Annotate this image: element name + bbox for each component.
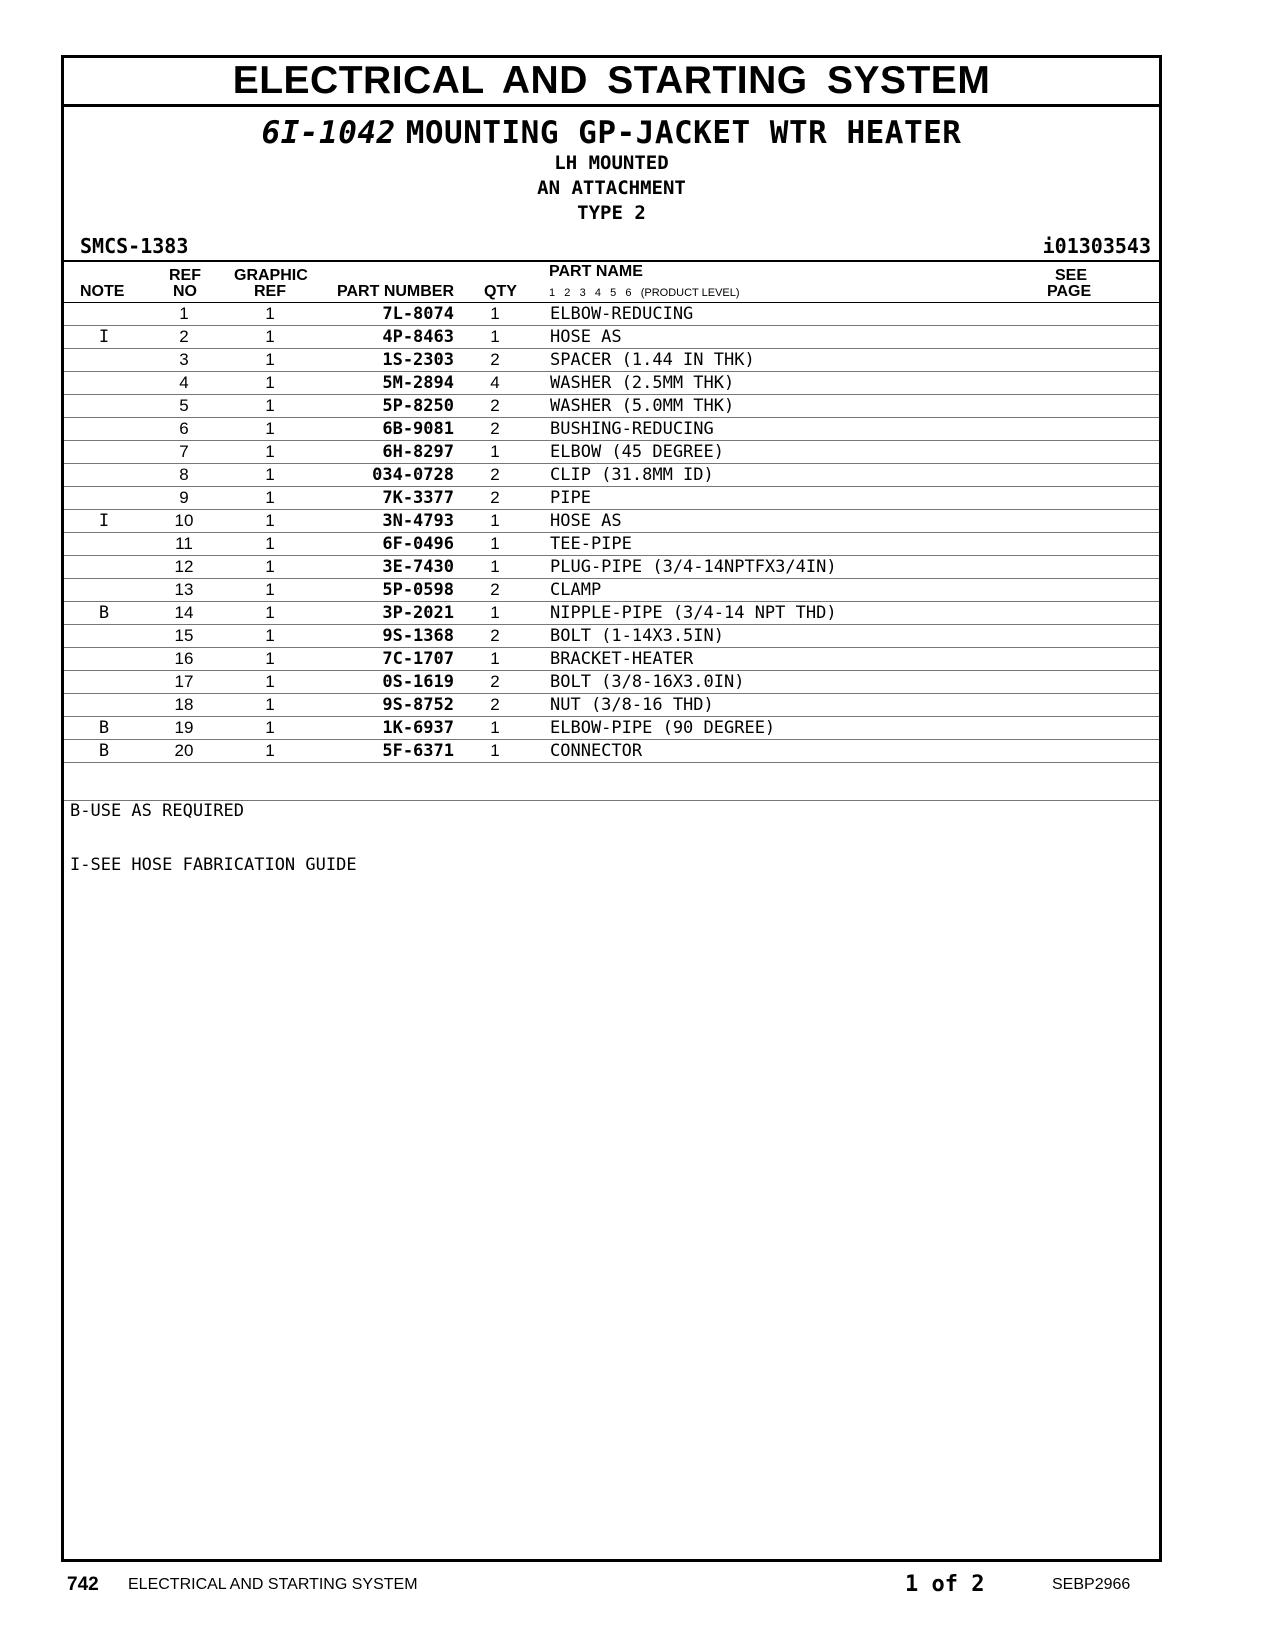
cell-note (64, 648, 144, 671)
cell-note: B (64, 740, 144, 763)
cell-qty: 1 (460, 303, 530, 326)
cell-part-number: 6F-0496 (316, 533, 460, 556)
notes-block (64, 763, 1159, 875)
cell-graphic-ref: 1 (224, 326, 316, 349)
cell-qty: 2 (460, 487, 530, 510)
column-headers (64, 262, 1159, 303)
header-qty: QTY (484, 283, 517, 300)
cell-graphic-ref: 1 (224, 533, 316, 556)
note-b: B-USE AS REQUIRED (70, 801, 244, 821)
cell-part-name: BRACKET-HEATER (530, 648, 1159, 671)
cell-note (64, 671, 144, 694)
table-row (64, 533, 1159, 556)
cell-ref-no: 15 (144, 625, 224, 648)
cell-note (64, 487, 144, 510)
table-row (64, 556, 1159, 579)
cell-part-name: CONNECTOR (530, 740, 1159, 763)
header-part-name: PART NAME (549, 263, 643, 280)
cell-part-number: 7L-8074 (316, 303, 460, 326)
cell-qty: 2 (460, 625, 530, 648)
cell-qty: 1 (460, 533, 530, 556)
footer-page-of: 1 of 2 (905, 1572, 985, 1597)
cell-graphic-ref: 1 (224, 395, 316, 418)
header-ref-top: REF (169, 267, 201, 284)
cell-qty: 1 (460, 556, 530, 579)
cell-part-number: 9S-8752 (316, 694, 460, 717)
cell-part-number: 6H-8297 (316, 441, 460, 464)
cell-note (64, 418, 144, 441)
cell-part-name: HOSE AS (530, 510, 1159, 533)
cell-qty: 1 (460, 326, 530, 349)
cell-ref-no: 2 (144, 326, 224, 349)
cell-part-name: ELBOW (45 DEGREE) (530, 441, 1159, 464)
cell-graphic-ref: 1 (224, 671, 316, 694)
cell-ref-no: 13 (144, 579, 224, 602)
header-product-level: 1 2 3 4 5 6 (PRODUCT LEVEL) (549, 287, 740, 299)
header-see-top: SEE (1055, 267, 1088, 284)
cell-note (64, 464, 144, 487)
cell-ref-no: 11 (144, 533, 224, 556)
cell-note (64, 533, 144, 556)
cell-qty: 2 (460, 464, 530, 487)
cell-part-number: 3P-2021 (316, 602, 460, 625)
cell-ref-no: 1 (144, 303, 224, 326)
group-heading (64, 115, 1159, 151)
cell-part-name: WASHER (5.0MM THK) (530, 395, 1159, 418)
footer-section: ELECTRICAL AND STARTING SYSTEM (128, 1576, 418, 1593)
cell-part-number: 5P-0598 (316, 579, 460, 602)
cell-graphic-ref: 1 (224, 648, 316, 671)
smcs-row (64, 234, 1159, 260)
table-row (64, 510, 1159, 533)
cell-ref-no: 19 (144, 717, 224, 740)
cell-graphic-ref: 1 (224, 717, 316, 740)
header-ref-bottom: NO (173, 283, 197, 300)
header-graphic-top: GRAPHIC (234, 267, 308, 284)
cell-qty: 1 (460, 740, 530, 763)
header-graphic-bottom: REF (254, 283, 286, 300)
table-row (64, 464, 1159, 487)
table-row (64, 303, 1159, 326)
cell-note (64, 556, 144, 579)
cell-part-name: BOLT (1-14X3.5IN) (530, 625, 1159, 648)
cell-part-number: 3E-7430 (316, 556, 460, 579)
cell-part-number: 4P-8463 (316, 326, 460, 349)
note-i: I-SEE HOSE FABRICATION GUIDE (70, 855, 357, 875)
cell-part-name: PLUG-PIPE (3/4-14NPTFX3/4IN) (530, 556, 1159, 579)
cell-note (64, 303, 144, 326)
cell-part-number: 5F-6371 (316, 740, 460, 763)
footer-document: SEBP2966 (1052, 1576, 1131, 1593)
cell-graphic-ref: 1 (224, 418, 316, 441)
cell-graphic-ref: 1 (224, 487, 316, 510)
cell-part-number: 5M-2894 (316, 372, 460, 395)
cell-qty: 2 (460, 349, 530, 372)
cell-part-name: CLIP (31.8MM ID) (530, 464, 1159, 487)
cell-ref-no: 9 (144, 487, 224, 510)
page-footer (0, 1572, 1275, 1602)
cell-part-name: BUSHING-REDUCING (530, 418, 1159, 441)
group-subline-2: AN ATTACHMENT (537, 177, 686, 199)
smcs-code: SMCS-1383 (80, 234, 189, 258)
cell-note: B (64, 717, 144, 740)
cell-note (64, 349, 144, 372)
cell-part-name: WASHER (2.5MM THK) (530, 372, 1159, 395)
group-subline-3: TYPE 2 (577, 202, 646, 224)
table-row (64, 579, 1159, 602)
table-row (64, 372, 1159, 395)
table-row (64, 648, 1159, 671)
cell-part-number: 0S-1619 (316, 671, 460, 694)
cell-part-number: 5P-8250 (316, 395, 460, 418)
cell-part-name: ELBOW-REDUCING (530, 303, 1159, 326)
cell-note: I (64, 510, 144, 533)
table-row (64, 326, 1159, 349)
cell-ref-no: 3 (144, 349, 224, 372)
cell-note (64, 372, 144, 395)
cell-ref-no: 16 (144, 648, 224, 671)
cell-ref-no: 7 (144, 441, 224, 464)
parts-table (64, 303, 1159, 763)
cell-qty: 2 (460, 395, 530, 418)
table-row (64, 418, 1159, 441)
cell-graphic-ref: 1 (224, 625, 316, 648)
cell-graphic-ref: 1 (224, 694, 316, 717)
section-title: ELECTRICAL AND STARTING SYSTEM (64, 58, 1159, 107)
footer-page-number: 742 (67, 1574, 99, 1595)
cell-ref-no: 18 (144, 694, 224, 717)
group-subline-1: LH MOUNTED (554, 152, 669, 174)
cell-graphic-ref: 1 (224, 556, 316, 579)
cell-part-name: NIPPLE-PIPE (3/4-14 NPT THD) (530, 602, 1159, 625)
cell-note: B (64, 602, 144, 625)
cell-qty: 2 (460, 694, 530, 717)
cell-part-number: 034-0728 (316, 464, 460, 487)
cell-part-name: CLAMP (530, 579, 1159, 602)
cell-qty: 1 (460, 717, 530, 740)
cell-graphic-ref: 1 (224, 372, 316, 395)
cell-ref-no: 4 (144, 372, 224, 395)
cell-part-number: 7C-1707 (316, 648, 460, 671)
cell-part-number: 1K-6937 (316, 717, 460, 740)
table-row (64, 395, 1159, 418)
cell-graphic-ref: 1 (224, 602, 316, 625)
cell-qty: 1 (460, 441, 530, 464)
cell-part-name: NUT (3/8-16 THD) (530, 694, 1159, 717)
table-row (64, 487, 1159, 510)
cell-qty: 4 (460, 372, 530, 395)
cell-part-number: 7K-3377 (316, 487, 460, 510)
cell-ref-no: 10 (144, 510, 224, 533)
cell-graphic-ref: 1 (224, 510, 316, 533)
cell-qty: 2 (460, 418, 530, 441)
table-row (64, 740, 1159, 763)
cell-ref-no: 14 (144, 602, 224, 625)
cell-part-number: 6B-9081 (316, 418, 460, 441)
header-note: NOTE (80, 283, 125, 300)
cell-graphic-ref: 1 (224, 579, 316, 602)
table-row (64, 717, 1159, 740)
cell-note (64, 441, 144, 464)
cell-qty: 1 (460, 510, 530, 533)
cell-part-number: 9S-1368 (316, 625, 460, 648)
cell-note (64, 694, 144, 717)
cell-qty: 1 (460, 602, 530, 625)
cell-graphic-ref: 1 (224, 740, 316, 763)
cell-part-name: PIPE (530, 487, 1159, 510)
cell-ref-no: 20 (144, 740, 224, 763)
table-row (64, 349, 1159, 372)
cell-part-name: SPACER (1.44 IN THK) (530, 349, 1159, 372)
cell-ref-no: 17 (144, 671, 224, 694)
header-see-bottom: PAGE (1047, 283, 1092, 300)
group-part-number: 6I-1042 (261, 115, 396, 151)
cell-ref-no: 5 (144, 395, 224, 418)
cell-qty: 2 (460, 579, 530, 602)
cell-part-name: ELBOW-PIPE (90 DEGREE) (530, 717, 1159, 740)
table-row (64, 694, 1159, 717)
cell-ref-no: 6 (144, 418, 224, 441)
cell-graphic-ref: 1 (224, 464, 316, 487)
table-row (64, 602, 1159, 625)
header-part-number: PART NUMBER (337, 283, 455, 300)
table-row (64, 671, 1159, 694)
cell-part-number: 3N-4793 (316, 510, 460, 533)
cell-note (64, 625, 144, 648)
cell-qty: 1 (460, 648, 530, 671)
cell-ref-no: 8 (144, 464, 224, 487)
cell-qty: 2 (460, 671, 530, 694)
document-id: i01303543 (1042, 234, 1151, 258)
page-frame (61, 55, 1162, 1562)
table-row (64, 441, 1159, 464)
cell-note (64, 579, 144, 602)
cell-graphic-ref: 1 (224, 303, 316, 326)
cell-note: I (64, 326, 144, 349)
cell-part-name: TEE-PIPE (530, 533, 1159, 556)
cell-graphic-ref: 1 (224, 349, 316, 372)
cell-ref-no: 12 (144, 556, 224, 579)
cell-note (64, 395, 144, 418)
group-name: MOUNTING GP-JACKET WTR HEATER (405, 115, 962, 151)
cell-graphic-ref: 1 (224, 441, 316, 464)
table-row (64, 625, 1159, 648)
cell-part-name: BOLT (3/8-16X3.0IN) (530, 671, 1159, 694)
cell-part-number: 1S-2303 (316, 349, 460, 372)
cell-part-name: HOSE AS (530, 326, 1159, 349)
